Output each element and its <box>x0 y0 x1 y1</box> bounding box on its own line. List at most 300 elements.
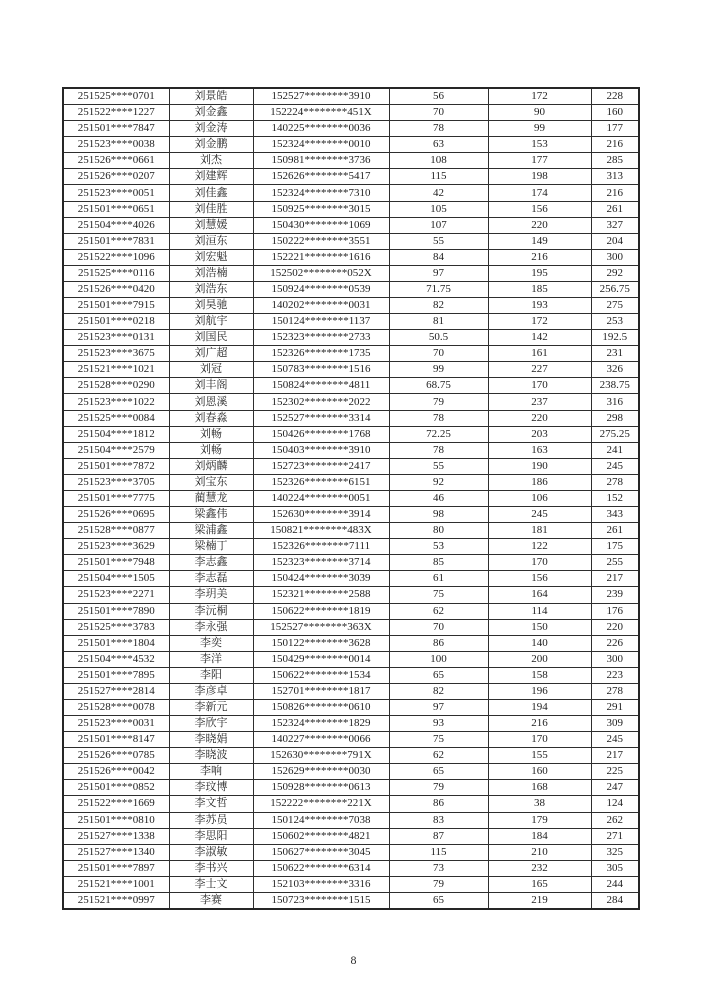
score-2-cell: 170 <box>488 555 591 571</box>
score-2-cell: 122 <box>488 539 591 555</box>
table-row <box>63 330 639 346</box>
id-no-cell: 152629********0030 <box>253 764 389 780</box>
score-2-cell: 220 <box>488 217 591 233</box>
total-score-cell: 124 <box>591 796 639 812</box>
total-score-cell: 175 <box>591 539 639 555</box>
name-cell: 李沅桐 <box>169 603 253 619</box>
score-1-cell: 42 <box>389 185 488 201</box>
score-1-cell: 115 <box>389 169 488 185</box>
id-no-cell: 152527********3314 <box>253 410 389 426</box>
total-score-cell: 152 <box>591 490 639 506</box>
score-1-cell: 56 <box>389 88 488 105</box>
id-no-cell: 152324********7310 <box>253 185 389 201</box>
score-2-cell: 179 <box>488 812 591 828</box>
table-row <box>63 281 639 297</box>
name-cell: 刘慧媛 <box>169 217 253 233</box>
candidate-no-cell: 251527****1338 <box>63 828 169 844</box>
table-row <box>63 169 639 185</box>
name-cell: 刘广超 <box>169 346 253 362</box>
candidate-no-cell: 251526****0420 <box>63 281 169 297</box>
name-cell: 刘洹东 <box>169 233 253 249</box>
score-2-cell: 210 <box>488 844 591 860</box>
score-1-cell: 92 <box>389 474 488 490</box>
score-1-cell: 78 <box>389 442 488 458</box>
candidate-no-cell: 251526****0661 <box>63 153 169 169</box>
table-row <box>63 474 639 490</box>
table-row <box>63 201 639 217</box>
score-1-cell: 65 <box>389 892 488 909</box>
id-no-cell: 150622********1534 <box>253 667 389 683</box>
candidate-no-cell: 251501****7890 <box>63 603 169 619</box>
candidate-no-cell: 251523****3629 <box>63 539 169 555</box>
name-cell: 李阳 <box>169 667 253 683</box>
total-score-cell: 217 <box>591 748 639 764</box>
score-2-cell: 172 <box>488 314 591 330</box>
score-1-cell: 100 <box>389 651 488 667</box>
name-cell: 刘航宇 <box>169 314 253 330</box>
score-2-cell: 216 <box>488 716 591 732</box>
id-no-cell: 152527********3910 <box>253 88 389 105</box>
score-1-cell: 98 <box>389 507 488 523</box>
total-score-cell: 278 <box>591 683 639 699</box>
score-1-cell: 79 <box>389 876 488 892</box>
candidate-no-cell: 251504****1812 <box>63 426 169 442</box>
id-no-cell: 150981********3736 <box>253 153 389 169</box>
score-1-cell: 105 <box>389 201 488 217</box>
table-row <box>63 105 639 121</box>
score-1-cell: 93 <box>389 716 488 732</box>
id-no-cell: 150627********3045 <box>253 844 389 860</box>
table-row <box>63 539 639 555</box>
total-score-cell: 253 <box>591 314 639 330</box>
score-2-cell: 158 <box>488 667 591 683</box>
id-no-cell: 150124********1137 <box>253 314 389 330</box>
page-number: 8 <box>350 953 357 967</box>
score-1-cell: 87 <box>389 828 488 844</box>
score-1-cell: 79 <box>389 394 488 410</box>
score-2-cell: 155 <box>488 748 591 764</box>
score-2-cell: 185 <box>488 281 591 297</box>
score-2-cell: 181 <box>488 523 591 539</box>
id-no-cell: 152630********791X <box>253 748 389 764</box>
id-no-cell: 150403********3910 <box>253 442 389 458</box>
name-cell: 李思阳 <box>169 828 253 844</box>
score-2-cell: 161 <box>488 346 591 362</box>
score-2-cell: 203 <box>488 426 591 442</box>
table-row <box>63 88 639 105</box>
id-no-cell: 140227********0066 <box>253 732 389 748</box>
candidate-no-cell: 251523****0038 <box>63 137 169 153</box>
name-cell: 刘佳鑫 <box>169 185 253 201</box>
total-score-cell: 216 <box>591 185 639 201</box>
candidate-no-cell: 251523****3675 <box>63 346 169 362</box>
name-cell: 李苏员 <box>169 812 253 828</box>
id-no-cell: 152302********2022 <box>253 394 389 410</box>
table-row <box>63 314 639 330</box>
score-1-cell: 63 <box>389 137 488 153</box>
candidate-no-cell: 251528****0290 <box>63 378 169 394</box>
table-row <box>63 362 639 378</box>
id-no-cell: 152222********221X <box>253 796 389 812</box>
candidate-no-cell: 251522****1669 <box>63 796 169 812</box>
candidate-no-cell: 251521****1021 <box>63 362 169 378</box>
id-no-cell: 152701********1817 <box>253 683 389 699</box>
total-score-cell: 284 <box>591 892 639 909</box>
name-cell: 刘春淼 <box>169 410 253 426</box>
id-no-cell: 150622********1819 <box>253 603 389 619</box>
total-score-cell: 220 <box>591 619 639 635</box>
score-1-cell: 50.5 <box>389 330 488 346</box>
id-no-cell: 152224********451X <box>253 105 389 121</box>
id-no-cell: 152326********6151 <box>253 474 389 490</box>
candidate-no-cell: 251501****7775 <box>63 490 169 506</box>
total-score-cell: 256.75 <box>591 281 639 297</box>
total-score-cell: 217 <box>591 571 639 587</box>
score-1-cell: 82 <box>389 683 488 699</box>
id-no-cell: 150602********4821 <box>253 828 389 844</box>
score-1-cell: 62 <box>389 748 488 764</box>
candidate-no-cell: 251504****2579 <box>63 442 169 458</box>
name-cell: 刘景皓 <box>169 88 253 105</box>
total-score-cell: 239 <box>591 587 639 603</box>
id-no-cell: 150222********3551 <box>253 233 389 249</box>
table-row <box>63 458 639 474</box>
table-row <box>63 635 639 651</box>
score-2-cell: 140 <box>488 635 591 651</box>
candidate-no-cell: 251501****7831 <box>63 233 169 249</box>
name-cell: 李洋 <box>169 651 253 667</box>
total-score-cell: 238.75 <box>591 378 639 394</box>
score-2-cell: 190 <box>488 458 591 474</box>
score-2-cell: 195 <box>488 265 591 281</box>
table-row <box>63 378 639 394</box>
score-2-cell: 184 <box>488 828 591 844</box>
score-1-cell: 53 <box>389 539 488 555</box>
name-cell: 刘金涛 <box>169 121 253 137</box>
score-1-cell: 97 <box>389 265 488 281</box>
score-2-cell: 193 <box>488 298 591 314</box>
table-row <box>63 732 639 748</box>
id-no-cell: 152326********1735 <box>253 346 389 362</box>
name-cell: 刘浩东 <box>169 281 253 297</box>
id-no-cell: 152326********7111 <box>253 539 389 555</box>
name-cell: 刘炳麟 <box>169 458 253 474</box>
id-no-cell: 150924********0539 <box>253 281 389 297</box>
total-score-cell: 305 <box>591 860 639 876</box>
id-no-cell: 140202********0031 <box>253 298 389 314</box>
candidate-no-cell: 251526****0785 <box>63 748 169 764</box>
candidate-no-cell: 251504****4532 <box>63 651 169 667</box>
total-score-cell: 316 <box>591 394 639 410</box>
score-2-cell: 227 <box>488 362 591 378</box>
score-table <box>62 87 640 910</box>
name-cell: 李文哲 <box>169 796 253 812</box>
score-2-cell: 165 <box>488 876 591 892</box>
candidate-no-cell: 251525****0116 <box>63 265 169 281</box>
total-score-cell: 278 <box>591 474 639 490</box>
table-row <box>63 651 639 667</box>
candidate-no-cell: 251501****7872 <box>63 458 169 474</box>
score-2-cell: 170 <box>488 732 591 748</box>
total-score-cell: 261 <box>591 523 639 539</box>
total-score-cell: 292 <box>591 265 639 281</box>
candidate-no-cell: 251523****3705 <box>63 474 169 490</box>
name-cell: 刘建辉 <box>169 169 253 185</box>
score-2-cell: 114 <box>488 603 591 619</box>
score-2-cell: 216 <box>488 249 591 265</box>
total-score-cell: 223 <box>591 667 639 683</box>
candidate-no-cell: 251523****1022 <box>63 394 169 410</box>
score-2-cell: 200 <box>488 651 591 667</box>
table-row <box>63 426 639 442</box>
id-no-cell: 150925********3015 <box>253 201 389 217</box>
score-1-cell: 61 <box>389 571 488 587</box>
total-score-cell: 327 <box>591 217 639 233</box>
candidate-no-cell: 251501****7915 <box>63 298 169 314</box>
score-1-cell: 108 <box>389 153 488 169</box>
name-cell: 刘恩溪 <box>169 394 253 410</box>
table-row <box>63 716 639 732</box>
table-row <box>63 121 639 137</box>
score-1-cell: 70 <box>389 346 488 362</box>
id-no-cell: 150426********1768 <box>253 426 389 442</box>
name-cell: 李士文 <box>169 876 253 892</box>
total-score-cell: 204 <box>591 233 639 249</box>
candidate-no-cell: 251523****0051 <box>63 185 169 201</box>
name-cell: 刘金鹏 <box>169 137 253 153</box>
candidate-no-cell: 251504****4026 <box>63 217 169 233</box>
score-2-cell: 164 <box>488 587 591 603</box>
id-no-cell: 152723********2417 <box>253 458 389 474</box>
name-cell: 刘宝东 <box>169 474 253 490</box>
name-cell: 刘杰 <box>169 153 253 169</box>
candidate-no-cell: 251523****0131 <box>63 330 169 346</box>
candidate-no-cell: 251528****0877 <box>63 523 169 539</box>
score-1-cell: 84 <box>389 249 488 265</box>
name-cell: 刘畅 <box>169 426 253 442</box>
score-2-cell: 170 <box>488 378 591 394</box>
candidate-no-cell: 251525****3783 <box>63 619 169 635</box>
candidate-no-cell: 251501****7847 <box>63 121 169 137</box>
score-1-cell: 81 <box>389 314 488 330</box>
id-no-cell: 152323********3714 <box>253 555 389 571</box>
id-no-cell: 152324********1829 <box>253 716 389 732</box>
table-row <box>63 667 639 683</box>
id-no-cell: 152527********363X <box>253 619 389 635</box>
score-1-cell: 97 <box>389 699 488 715</box>
id-no-cell: 152221********1616 <box>253 249 389 265</box>
score-1-cell: 70 <box>389 105 488 121</box>
score-2-cell: 149 <box>488 233 591 249</box>
total-score-cell: 326 <box>591 362 639 378</box>
name-cell: 刘畅 <box>169 442 253 458</box>
score-2-cell: 160 <box>488 764 591 780</box>
name-cell: 梁浦鑫 <box>169 523 253 539</box>
score-1-cell: 65 <box>389 667 488 683</box>
name-cell: 刘佳胜 <box>169 201 253 217</box>
table-row <box>63 523 639 539</box>
candidate-no-cell: 251521****1001 <box>63 876 169 892</box>
name-cell: 李奕 <box>169 635 253 651</box>
candidate-no-cell: 251501****0651 <box>63 201 169 217</box>
score-1-cell: 71.75 <box>389 281 488 297</box>
total-score-cell: 300 <box>591 249 639 265</box>
score-2-cell: 220 <box>488 410 591 426</box>
score-2-cell: 150 <box>488 619 591 635</box>
candidate-no-cell: 251523****2271 <box>63 587 169 603</box>
total-score-cell: 309 <box>591 716 639 732</box>
candidate-no-cell: 251501****7895 <box>63 667 169 683</box>
candidate-no-cell: 251501****0810 <box>63 812 169 828</box>
candidate-no-cell: 251521****0997 <box>63 892 169 909</box>
total-score-cell: 343 <box>591 507 639 523</box>
id-no-cell: 150826********0610 <box>253 699 389 715</box>
candidate-no-cell: 251501****0852 <box>63 780 169 796</box>
score-1-cell: 80 <box>389 523 488 539</box>
total-score-cell: 231 <box>591 346 639 362</box>
total-score-cell: 216 <box>591 137 639 153</box>
table-row <box>63 619 639 635</box>
score-1-cell: 75 <box>389 732 488 748</box>
score-2-cell: 186 <box>488 474 591 490</box>
name-cell: 李书兴 <box>169 860 253 876</box>
table-row <box>63 828 639 844</box>
id-no-cell: 150424********3039 <box>253 571 389 587</box>
table-row <box>63 571 639 587</box>
total-score-cell: 241 <box>591 442 639 458</box>
candidate-no-cell: 251501****7897 <box>63 860 169 876</box>
total-score-cell: 247 <box>591 780 639 796</box>
id-no-cell: 150824********4811 <box>253 378 389 394</box>
score-1-cell: 83 <box>389 812 488 828</box>
score-1-cell: 62 <box>389 603 488 619</box>
score-2-cell: 106 <box>488 490 591 506</box>
table-row <box>63 683 639 699</box>
table-row <box>63 876 639 892</box>
table-row <box>63 298 639 314</box>
total-score-cell: 275 <box>591 298 639 314</box>
table-row <box>63 233 639 249</box>
score-1-cell: 82 <box>389 298 488 314</box>
table-row <box>63 265 639 281</box>
score-2-cell: 168 <box>488 780 591 796</box>
table-row <box>63 410 639 426</box>
score-2-cell: 196 <box>488 683 591 699</box>
score-2-cell: 142 <box>488 330 591 346</box>
name-cell: 李欣宇 <box>169 716 253 732</box>
candidate-no-cell: 251525****0701 <box>63 88 169 105</box>
score-2-cell: 245 <box>488 507 591 523</box>
score-1-cell: 55 <box>389 458 488 474</box>
table-row <box>63 780 639 796</box>
candidate-no-cell: 251501****7948 <box>63 555 169 571</box>
table-row <box>63 153 639 169</box>
table-row <box>63 892 639 909</box>
score-2-cell: 174 <box>488 185 591 201</box>
name-cell: 刘国民 <box>169 330 253 346</box>
score-2-cell: 38 <box>488 796 591 812</box>
name-cell: 李志磊 <box>169 571 253 587</box>
score-2-cell: 153 <box>488 137 591 153</box>
name-cell: 李响 <box>169 764 253 780</box>
name-cell: 刘冠 <box>169 362 253 378</box>
name-cell: 李玟博 <box>169 780 253 796</box>
id-no-cell: 150821********483X <box>253 523 389 539</box>
table-row <box>63 249 639 265</box>
table-row <box>63 490 639 506</box>
table-row <box>63 603 639 619</box>
score-2-cell: 198 <box>488 169 591 185</box>
score-2-cell: 99 <box>488 121 591 137</box>
score-1-cell: 99 <box>389 362 488 378</box>
score-1-cell: 107 <box>389 217 488 233</box>
table-row <box>63 748 639 764</box>
id-no-cell: 150124********7038 <box>253 812 389 828</box>
name-cell: 刘金鑫 <box>169 105 253 121</box>
total-score-cell: 160 <box>591 105 639 121</box>
total-score-cell: 298 <box>591 410 639 426</box>
table-row <box>63 394 639 410</box>
table-row <box>63 555 639 571</box>
table-row <box>63 442 639 458</box>
table-row <box>63 217 639 233</box>
score-1-cell: 70 <box>389 619 488 635</box>
score-1-cell: 85 <box>389 555 488 571</box>
table-row <box>63 346 639 362</box>
score-1-cell: 79 <box>389 780 488 796</box>
id-no-cell: 152321********2588 <box>253 587 389 603</box>
candidate-no-cell: 251501****0218 <box>63 314 169 330</box>
id-no-cell: 152323********2733 <box>253 330 389 346</box>
name-cell: 李晓娟 <box>169 732 253 748</box>
total-score-cell: 255 <box>591 555 639 571</box>
id-no-cell: 150928********0613 <box>253 780 389 796</box>
name-cell: 梁鑫伟 <box>169 507 253 523</box>
total-score-cell: 176 <box>591 603 639 619</box>
total-score-cell: 228 <box>591 88 639 105</box>
score-2-cell: 237 <box>488 394 591 410</box>
total-score-cell: 271 <box>591 828 639 844</box>
total-score-cell: 291 <box>591 699 639 715</box>
candidate-no-cell: 251526****0042 <box>63 764 169 780</box>
total-score-cell: 313 <box>591 169 639 185</box>
id-no-cell: 150783********1516 <box>253 362 389 378</box>
score-1-cell: 86 <box>389 635 488 651</box>
name-cell: 李志鑫 <box>169 555 253 571</box>
name-cell: 刘丰阁 <box>169 378 253 394</box>
candidate-no-cell: 251523****0031 <box>63 716 169 732</box>
score-2-cell: 172 <box>488 88 591 105</box>
id-no-cell: 152103********3316 <box>253 876 389 892</box>
total-score-cell: 325 <box>591 844 639 860</box>
name-cell: 李彦卓 <box>169 683 253 699</box>
total-score-cell: 285 <box>591 153 639 169</box>
name-cell: 蔺慧龙 <box>169 490 253 506</box>
score-1-cell: 55 <box>389 233 488 249</box>
score-2-cell: 177 <box>488 153 591 169</box>
name-cell: 李新元 <box>169 699 253 715</box>
id-no-cell: 152502********052X <box>253 265 389 281</box>
score-1-cell: 115 <box>389 844 488 860</box>
id-no-cell: 150430********1069 <box>253 217 389 233</box>
table-row <box>63 812 639 828</box>
table-row <box>63 796 639 812</box>
score-2-cell: 156 <box>488 201 591 217</box>
id-no-cell: 150723********1515 <box>253 892 389 909</box>
score-1-cell: 68.75 <box>389 378 488 394</box>
table-row <box>63 185 639 201</box>
total-score-cell: 225 <box>591 764 639 780</box>
